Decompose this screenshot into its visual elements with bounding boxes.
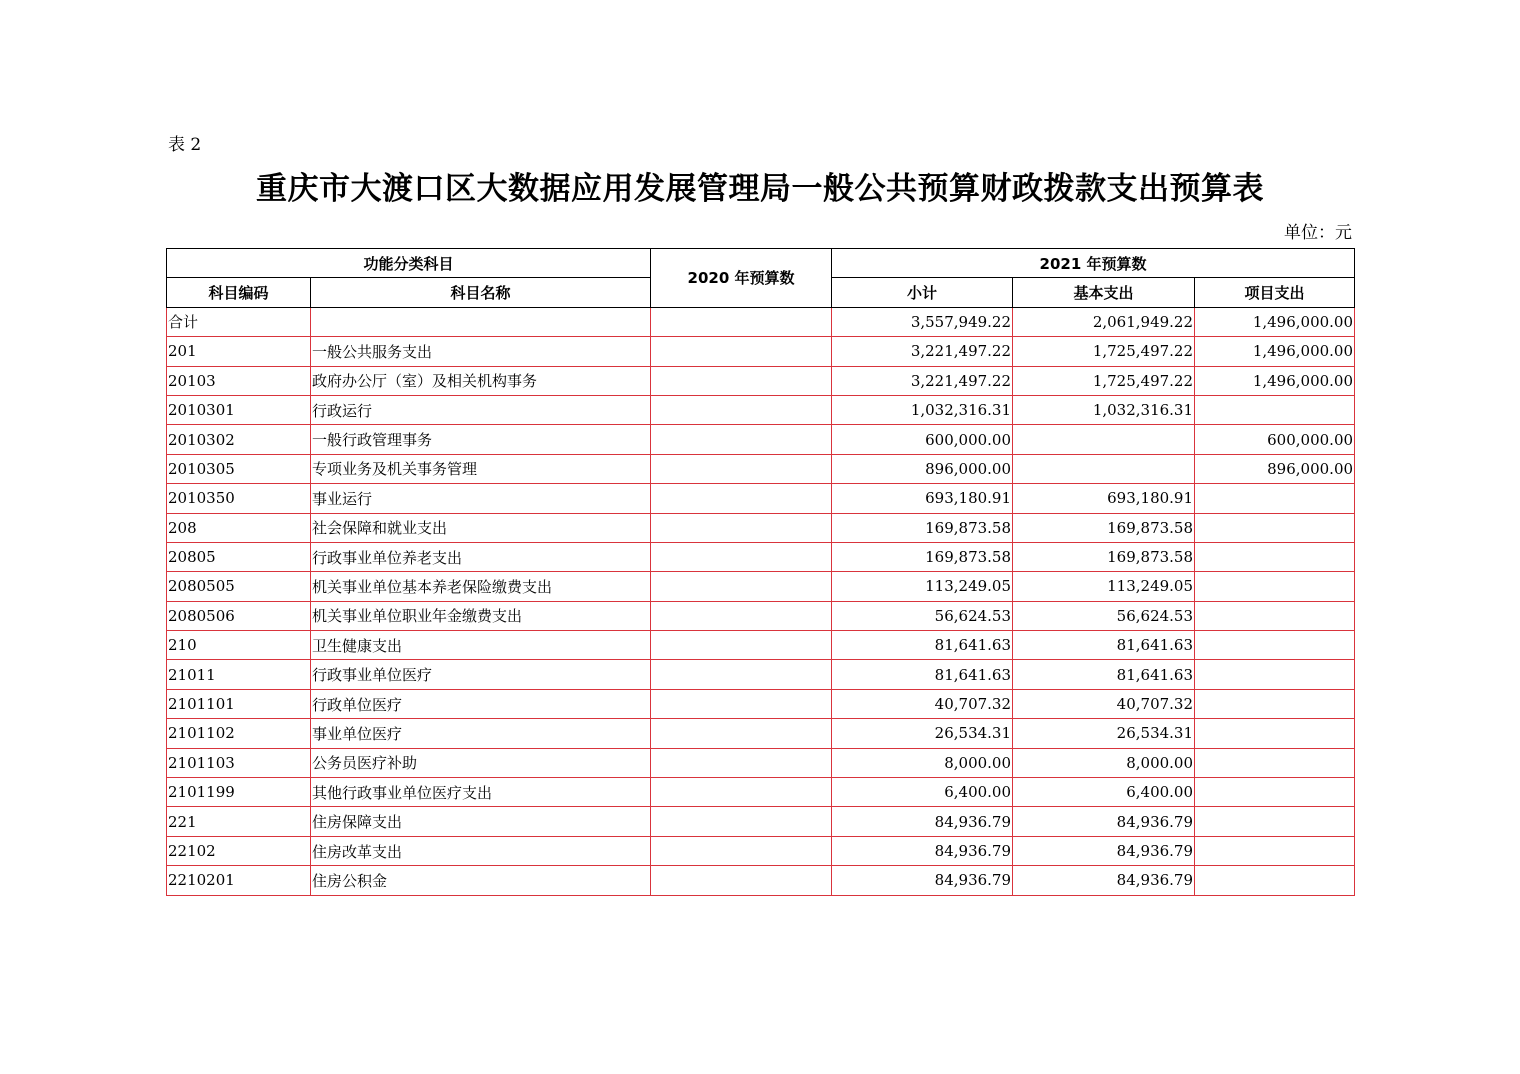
project-expenditure-cell <box>1195 836 1355 865</box>
unit-label: 单位：元 <box>1284 223 1352 243</box>
subject-name-cell: 政府办公厅（室）及相关机构事务 <box>311 366 651 395</box>
subject-code-cell: 201 <box>167 337 311 366</box>
subject-name-cell: 行政事业单位养老支出 <box>311 542 651 571</box>
subject-code-cell: 2010301 <box>167 395 311 424</box>
table-row <box>167 836 1355 865</box>
basic-expenditure-cell: 6,400.00 <box>1013 778 1195 807</box>
subject-code-cell: 2101199 <box>167 778 311 807</box>
basic-expenditure-cell: 81,641.63 <box>1013 660 1195 689</box>
subject-code-cell: 2101102 <box>167 719 311 748</box>
basic-expenditure-cell: 2,061,949.22 <box>1013 307 1195 336</box>
project-expenditure-cell <box>1195 748 1355 777</box>
subject-name-cell: 住房保障支出 <box>311 807 651 836</box>
subtotal-cell: 169,873.58 <box>832 542 1013 571</box>
subject-code-cell: 2010350 <box>167 484 311 513</box>
subtotal-cell: 81,641.63 <box>832 631 1013 660</box>
table-row <box>167 631 1355 660</box>
subject-name-cell: 行政运行 <box>311 395 651 424</box>
prev-budget-cell <box>651 513 832 542</box>
subject-name-cell: 行政事业单位医疗 <box>311 660 651 689</box>
basic-expenditure-cell <box>1013 454 1195 483</box>
basic-expenditure-cell: 26,534.31 <box>1013 719 1195 748</box>
project-expenditure-cell: 1,496,000.00 <box>1195 366 1355 395</box>
table-row <box>167 454 1355 483</box>
subject-code-cell: 合计 <box>167 307 311 336</box>
subtotal-cell: 6,400.00 <box>832 778 1013 807</box>
table-row <box>167 307 1355 336</box>
project-expenditure-cell <box>1195 866 1355 895</box>
prev-budget-cell <box>651 337 832 366</box>
project-expenditure-cell <box>1195 689 1355 718</box>
subject-name-cell: 行政单位医疗 <box>311 689 651 718</box>
prev-budget-cell <box>651 719 832 748</box>
basic-expenditure-cell: 169,873.58 <box>1013 542 1195 571</box>
basic-expenditure-cell: 169,873.58 <box>1013 513 1195 542</box>
basic-expenditure-cell: 1,725,497.22 <box>1013 366 1195 395</box>
subject-name-cell: 一般公共服务支出 <box>311 337 651 366</box>
project-expenditure-cell <box>1195 778 1355 807</box>
subtotal-cell: 1,032,316.31 <box>832 395 1013 424</box>
subtotal-cell: 56,624.53 <box>832 601 1013 630</box>
project-expenditure-cell <box>1195 807 1355 836</box>
table-row <box>167 807 1355 836</box>
subject-code-cell: 2080506 <box>167 601 311 630</box>
subtotal-cell: 40,707.32 <box>832 689 1013 718</box>
prev-budget-cell <box>651 454 832 483</box>
prev-budget-cell <box>651 807 832 836</box>
project-expenditure-header: 项目支出 <box>1195 278 1355 307</box>
subject-name-header: 科目名称 <box>311 278 651 307</box>
basic-expenditure-cell: 113,249.05 <box>1013 572 1195 601</box>
project-expenditure-cell <box>1195 572 1355 601</box>
basic-expenditure-cell: 84,936.79 <box>1013 866 1195 895</box>
table-row <box>167 395 1355 424</box>
subject-code-cell: 2010305 <box>167 454 311 483</box>
project-expenditure-cell <box>1195 631 1355 660</box>
subtotal-cell: 84,936.79 <box>832 807 1013 836</box>
table-row <box>167 719 1355 748</box>
table-row <box>167 366 1355 395</box>
prev-budget-cell <box>651 866 832 895</box>
subtotal-cell: 693,180.91 <box>832 484 1013 513</box>
project-expenditure-cell <box>1195 542 1355 571</box>
prev-budget-cell <box>651 836 832 865</box>
project-expenditure-cell <box>1195 601 1355 630</box>
subject-name-cell: 事业单位医疗 <box>311 719 651 748</box>
subtotal-cell: 26,534.31 <box>832 719 1013 748</box>
project-expenditure-cell: 600,000.00 <box>1195 425 1355 454</box>
project-expenditure-cell <box>1195 719 1355 748</box>
subject-code-cell: 208 <box>167 513 311 542</box>
basic-expenditure-cell: 56,624.53 <box>1013 601 1195 630</box>
table-row <box>167 660 1355 689</box>
prev-budget-cell <box>651 601 832 630</box>
table-row <box>167 513 1355 542</box>
subtotal-cell: 84,936.79 <box>832 866 1013 895</box>
subtotal-header: 小计 <box>832 278 1013 307</box>
document-title: 重庆市大渡口区大数据应用发展管理局一般公共预算财政拨款支出预算表 <box>256 171 1264 207</box>
basic-expenditure-cell: 40,707.32 <box>1013 689 1195 718</box>
subject-code-cell: 2101103 <box>167 748 311 777</box>
basic-expenditure-cell: 84,936.79 <box>1013 807 1195 836</box>
basic-expenditure-cell <box>1013 425 1195 454</box>
subject-code-cell: 2010302 <box>167 425 311 454</box>
prev-year-budget-header: 2020 年预算数 <box>651 249 832 308</box>
prev-budget-cell <box>651 395 832 424</box>
subject-code-cell: 2210201 <box>167 866 311 895</box>
subject-code-cell: 221 <box>167 807 311 836</box>
subject-name-cell: 卫生健康支出 <box>311 631 651 660</box>
table-row <box>167 601 1355 630</box>
table-row <box>167 337 1355 366</box>
subject-code-header: 科目编码 <box>167 278 311 307</box>
project-expenditure-cell <box>1195 513 1355 542</box>
table-header <box>167 249 1355 308</box>
subject-name-cell: 社会保障和就业支出 <box>311 513 651 542</box>
subtotal-cell: 3,221,497.22 <box>832 366 1013 395</box>
prev-budget-cell <box>651 748 832 777</box>
basic-expenditure-cell: 81,641.63 <box>1013 631 1195 660</box>
basic-expenditure-cell: 693,180.91 <box>1013 484 1195 513</box>
subject-code-cell: 2080505 <box>167 572 311 601</box>
subject-name-cell: 一般行政管理事务 <box>311 425 651 454</box>
table-row <box>167 689 1355 718</box>
subtotal-cell: 84,936.79 <box>832 836 1013 865</box>
project-expenditure-cell <box>1195 395 1355 424</box>
budget-table <box>166 248 1355 896</box>
basic-expenditure-cell: 1,032,316.31 <box>1013 395 1195 424</box>
subject-name-cell: 专项业务及机关事务管理 <box>311 454 651 483</box>
basic-expenditure-cell: 8,000.00 <box>1013 748 1195 777</box>
project-expenditure-cell: 1,496,000.00 <box>1195 307 1355 336</box>
prev-budget-cell <box>651 572 832 601</box>
prev-budget-cell <box>651 542 832 571</box>
current-year-budget-header: 2021 年预算数 <box>832 249 1355 278</box>
subject-name-cell: 其他行政事业单位医疗支出 <box>311 778 651 807</box>
table-row <box>167 484 1355 513</box>
subject-name-cell <box>311 307 651 336</box>
table-row <box>167 542 1355 571</box>
basic-expenditure-header: 基本支出 <box>1013 278 1195 307</box>
table-row <box>167 778 1355 807</box>
prev-budget-cell <box>651 307 832 336</box>
prev-budget-cell <box>651 484 832 513</box>
basic-expenditure-cell: 84,936.79 <box>1013 836 1195 865</box>
subject-code-cell: 22102 <box>167 836 311 865</box>
table-number-label: 表 2 <box>168 135 202 155</box>
basic-expenditure-cell: 1,725,497.22 <box>1013 337 1195 366</box>
prev-budget-cell <box>651 366 832 395</box>
subtotal-cell: 3,557,949.22 <box>832 307 1013 336</box>
prev-budget-cell <box>651 660 832 689</box>
subtotal-cell: 8,000.00 <box>832 748 1013 777</box>
subject-code-cell: 21011 <box>167 660 311 689</box>
subject-code-cell: 20103 <box>167 366 311 395</box>
subtotal-cell: 81,641.63 <box>832 660 1013 689</box>
project-expenditure-cell <box>1195 660 1355 689</box>
subject-name-cell: 公务员医疗补助 <box>311 748 651 777</box>
prev-budget-cell <box>651 689 832 718</box>
subtotal-cell: 896,000.00 <box>832 454 1013 483</box>
subject-code-cell: 2101101 <box>167 689 311 718</box>
project-expenditure-cell <box>1195 484 1355 513</box>
prev-budget-cell <box>651 631 832 660</box>
prev-budget-cell <box>651 778 832 807</box>
subject-name-cell: 住房改革支出 <box>311 836 651 865</box>
project-expenditure-cell: 896,000.00 <box>1195 454 1355 483</box>
table-body <box>167 307 1355 895</box>
subtotal-cell: 113,249.05 <box>832 572 1013 601</box>
subject-name-cell: 机关事业单位职业年金缴费支出 <box>311 601 651 630</box>
subject-name-cell: 住房公积金 <box>311 866 651 895</box>
subtotal-cell: 600,000.00 <box>832 425 1013 454</box>
table-row <box>167 572 1355 601</box>
subject-code-cell: 210 <box>167 631 311 660</box>
prev-budget-cell <box>651 425 832 454</box>
table-row <box>167 866 1355 895</box>
subject-name-cell: 事业运行 <box>311 484 651 513</box>
table-row <box>167 425 1355 454</box>
subtotal-cell: 169,873.58 <box>832 513 1013 542</box>
project-expenditure-cell: 1,496,000.00 <box>1195 337 1355 366</box>
subtotal-cell: 3,221,497.22 <box>832 337 1013 366</box>
subject-code-cell: 20805 <box>167 542 311 571</box>
functional-classification-header: 功能分类科目 <box>167 249 651 278</box>
subject-name-cell: 机关事业单位基本养老保险缴费支出 <box>311 572 651 601</box>
table-row <box>167 748 1355 777</box>
